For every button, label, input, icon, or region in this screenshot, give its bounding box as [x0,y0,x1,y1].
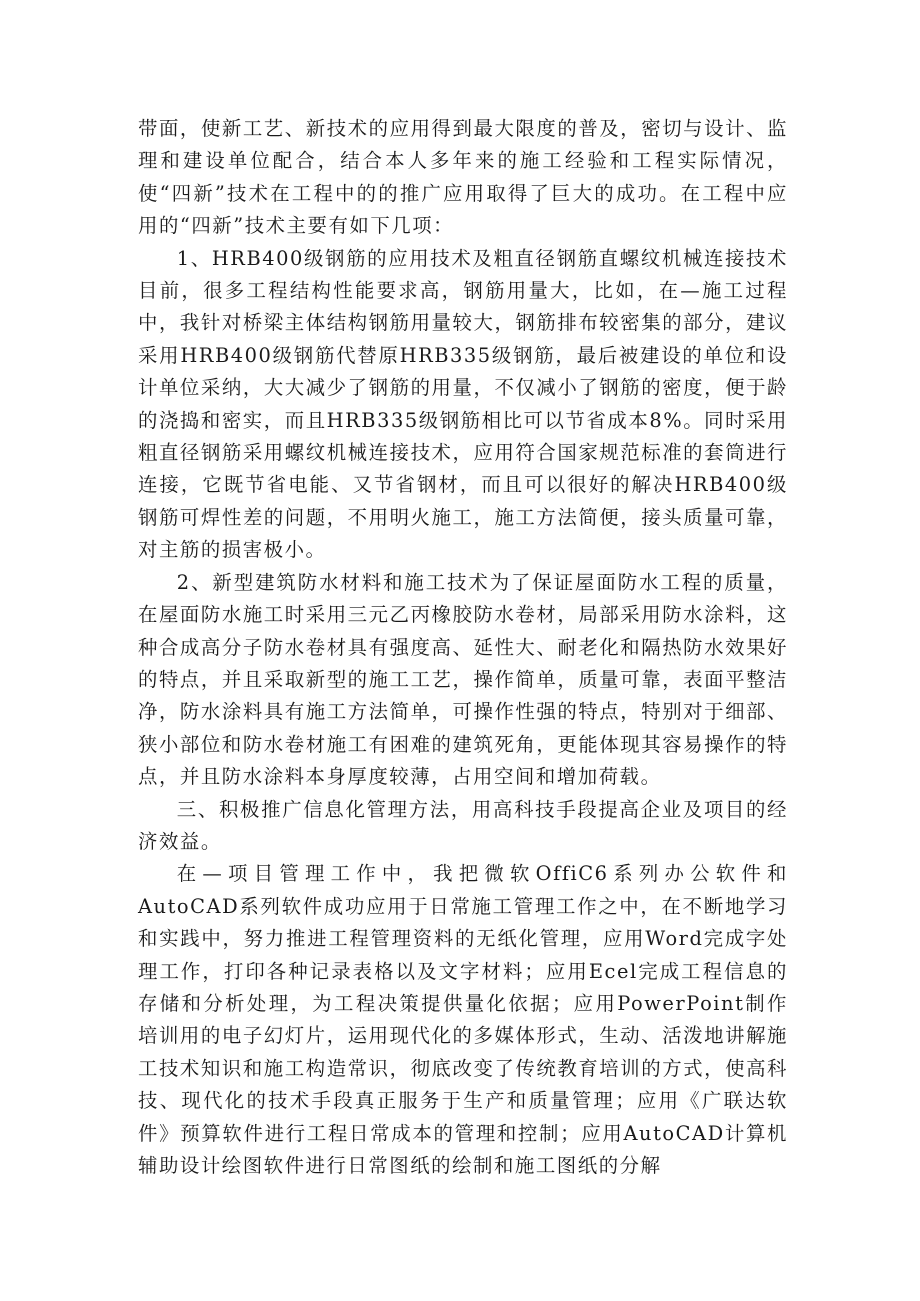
paragraph-waterproofing: 2、新型建筑防水材料和施工技术为了保证屋面防水工程的质量，在屋面防水施工时采用三元乙丙橡胶防水卷材，局部采用防水涂料，这种合成高分子防水卷材具有强度高、延性大、耐老化和隔热防水效果好的特点，并且采取新型的施工工艺，操作简单，质量可靠，表面平整洁净，防水涂料具有施工方法简单，可操作性强的特点，特别对于细部、狭小部位和防水卷材施工有困难的建筑死角，更能体现其容易操作的特点，并且防水涂料本身厚度较薄，占用空间和增加荷载。 [138,570,788,789]
paragraph-section-three-heading: 三、积极推广信息化管理方法，用高科技手段提高企业及项目的经济效益。 [138,797,788,853]
document-page [138,113,788,1182]
paragraph-intro: 带面，使新工艺、新技术的应用得到最大限度的普及，密切与设计、监理和建设单位配合，结合本人多年来的施工经验和工程实际情况，使“四新”技术在工程中的的推广应用取得了巨大的成功。在工程中应用的“四新”技术主要有如下几项： [138,117,788,238]
paragraph-software-management: 在—项目管理工作中，我把微软OffiC6系列办公软件和AutoCAD系列软件成功应用于日常施工管理工作之中，在不断地学习和实践中，努力推进工程管理资料的无纸化管理，应用Word完成字处理工作，打印各种记录表格以及文字材料；应用Ecel完成工程信息的存储和分析处理，为工程决策提供量化依据；应用PowerPoint制作培训用的电子幻灯片，运用现代化的多媒体形式，生动、活泼地讲解施工技术知识和施工构造常识，彻底改变了传统教育培训的方式，使高科技、现代化的技术手段真正服务于生产和质量管理；应用《广联达软件》预算软件进行工程日常成本的管理和控制；应用AutoCAD计算机辅助设计绘图软件进行日常图纸的绘制和施工图纸的分解 [138,862,788,1177]
paragraph-hrb400-steel: 1、HRB400级钢筋的应用技术及粗直径钢筋直螺纹机械连接技术目前，很多工程结构性能要求高，钢筋用量大，比如，在—施工过程中，我针对桥梁主体结构钢筋用量较大，钢筋排布较密集的部分，建议采用HRB400级钢筋代替原HRB335级钢筋，最后被建设的单位和设计单位采纳，大大减少了钢筋的用量，不仅减小了钢筋的密度，便于龄的浇捣和密实，而且HRB335级钢筋相比可以节省成本8%。同时采用粗直径钢筋采用螺纹机械连接技术，应用符合国家规范标准的套筒进行连接，它既节省电能、又节省钢材，而且可以很好的解决HRB400级钢筋可焊性差的问题，不用明火施工，施工方法简便，接头质量可靠，对主筋的损害极小。 [138,246,788,562]
